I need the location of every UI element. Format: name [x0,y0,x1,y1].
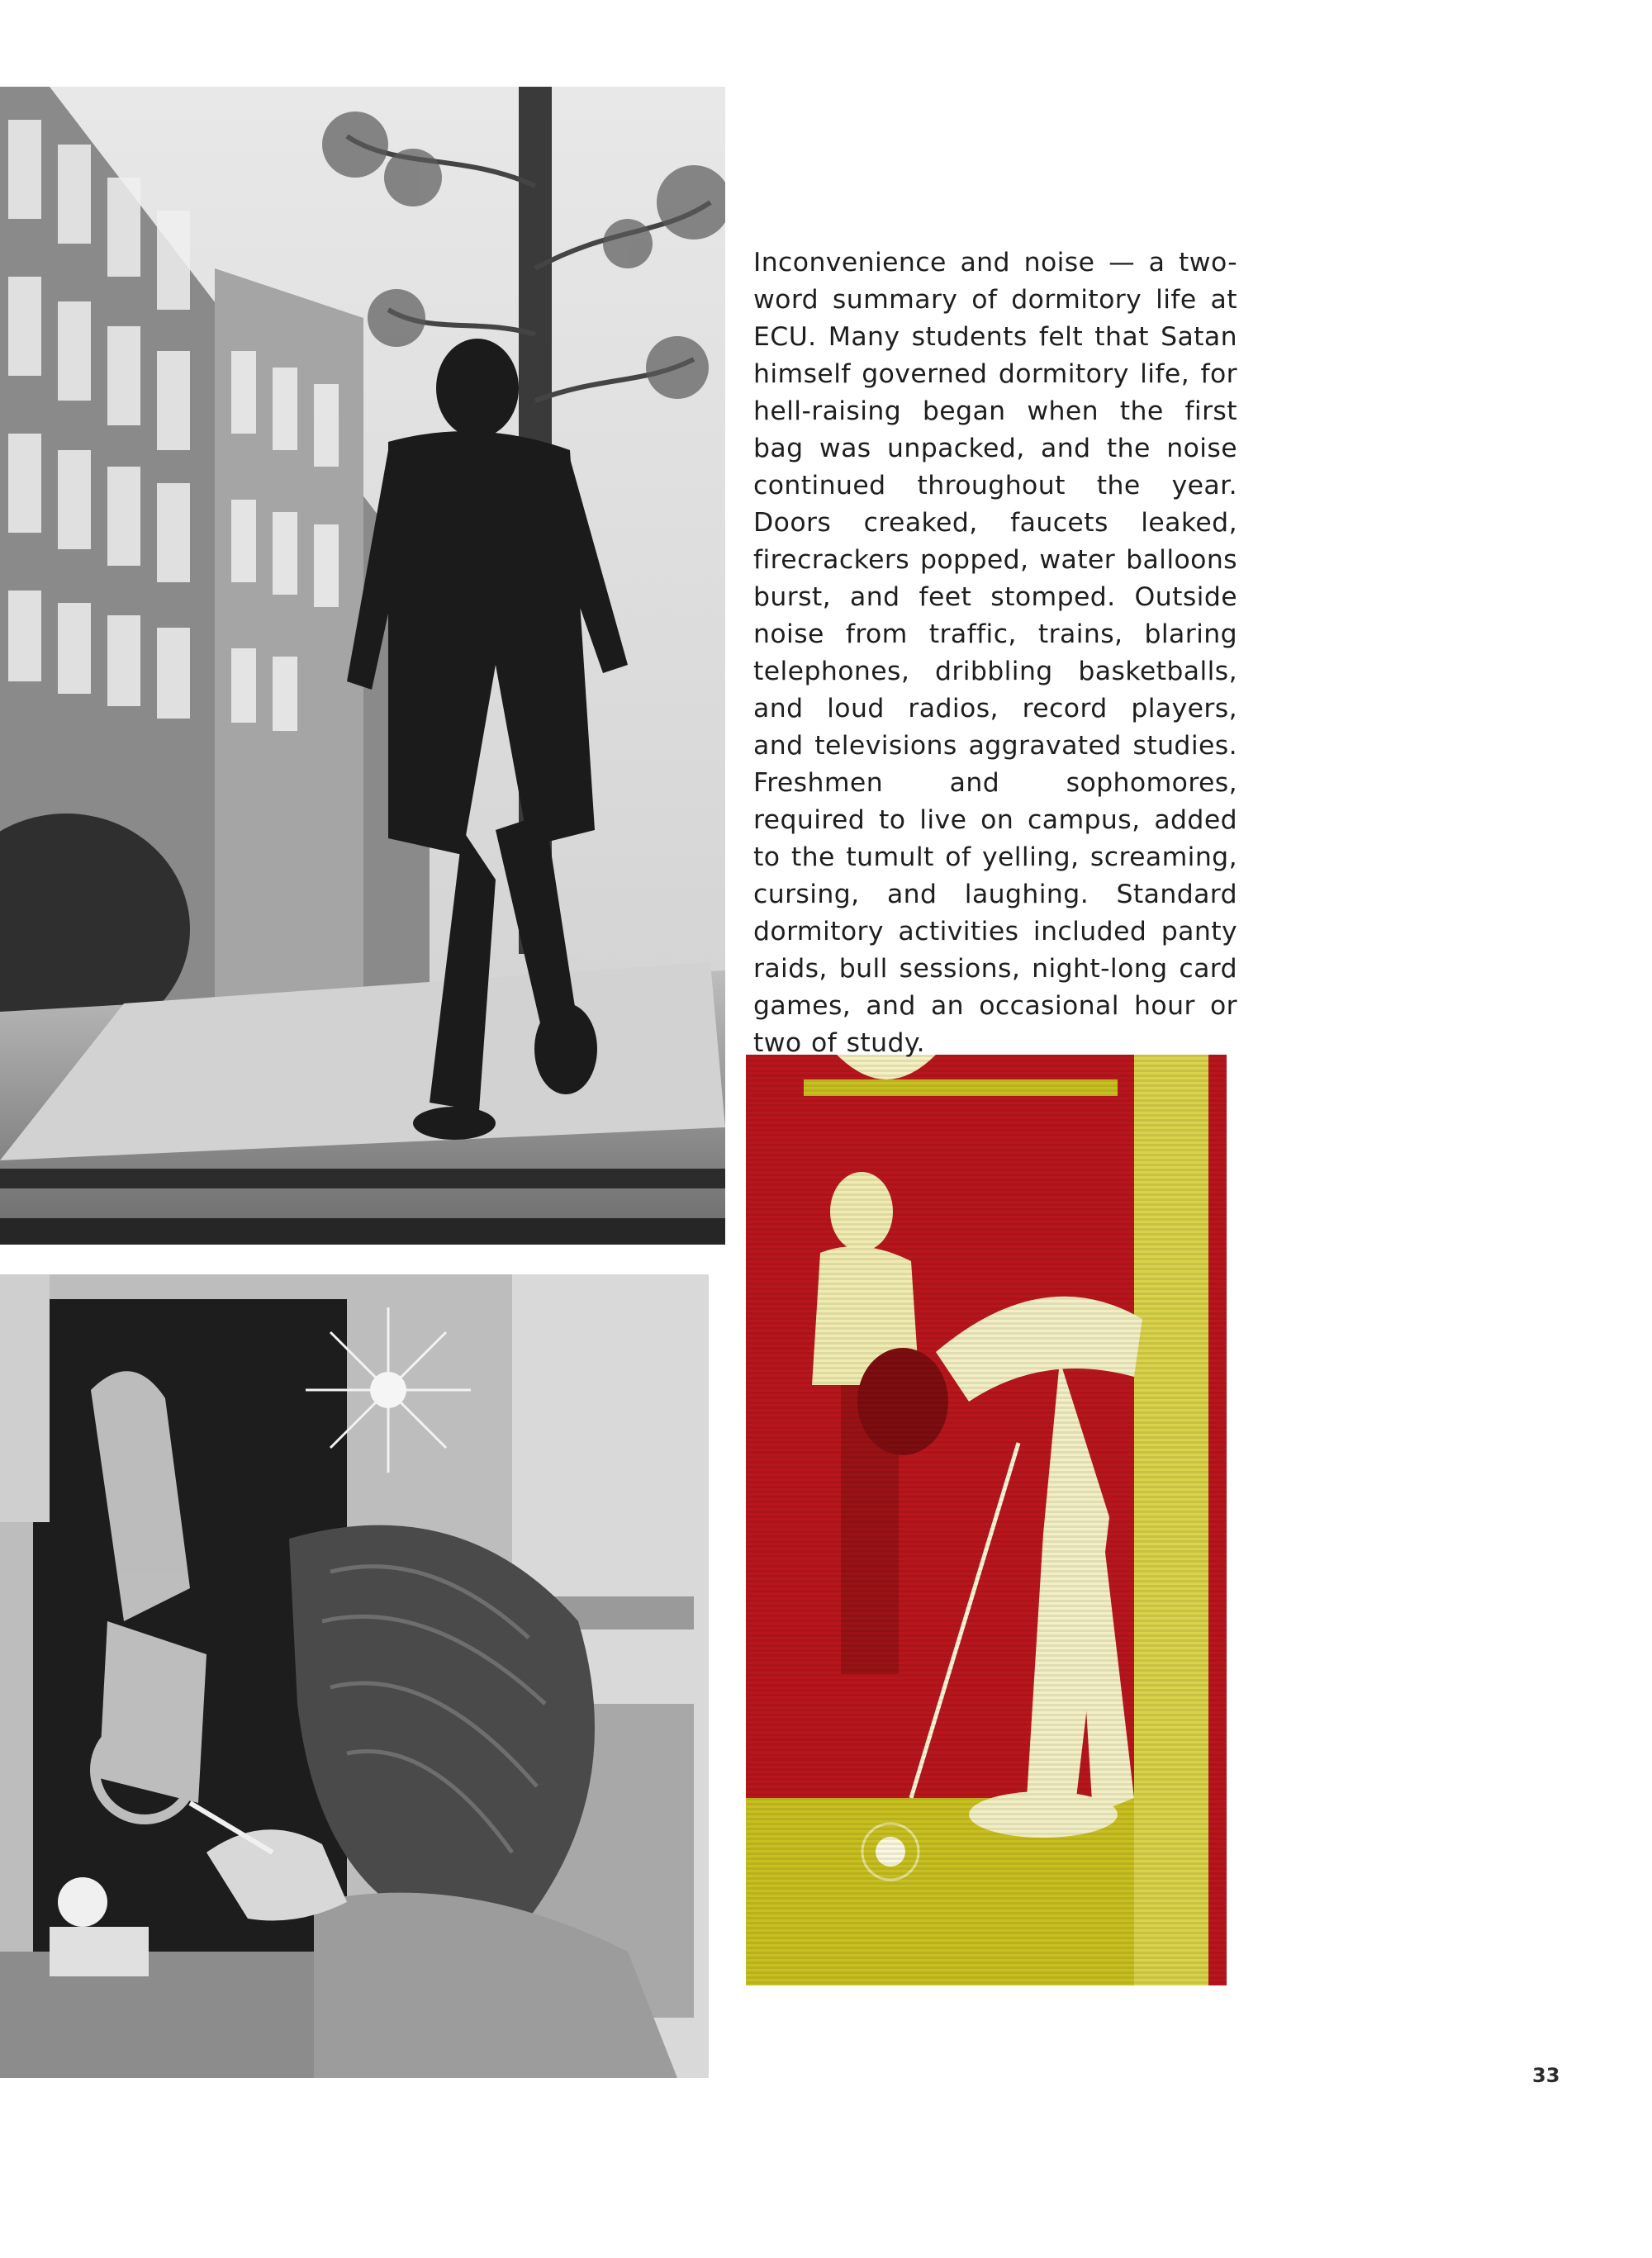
dormitory-walk-illustration [0,87,725,1245]
page-number: 33 [1532,2064,1560,2087]
dormitory-walk-photo [0,87,725,1245]
poster-painting-photo [0,1274,709,2078]
poster-painting-illustration [0,1274,709,2078]
dorm-golf-photo [746,1055,1227,1985]
article-body-text: Inconvenience and noise — a two-word summary of dormitory life at ECU. Many students felt that Satan himself governed dormitory life, for hell-raising began when the first bag was unpacked, and the noise continued throughout the year. Doors creaked, faucets leaked, firecrackers popped, water balloons burst, and feet stomped. Outside noise from traffic, trains, blaring telephones, dribbling basketballs, and loud radios, record players, and televisions aggravated studies. Freshmen and sophomores, required to live on campus, added to the tumult of yelling, screaming, cursing, and laughing. Standard dormitory activities included panty raids, bull sessions, night-long card games, and an occasional hour or two of study. [753,248,1237,1058]
dorm-golf-illustration [746,1055,1227,1985]
